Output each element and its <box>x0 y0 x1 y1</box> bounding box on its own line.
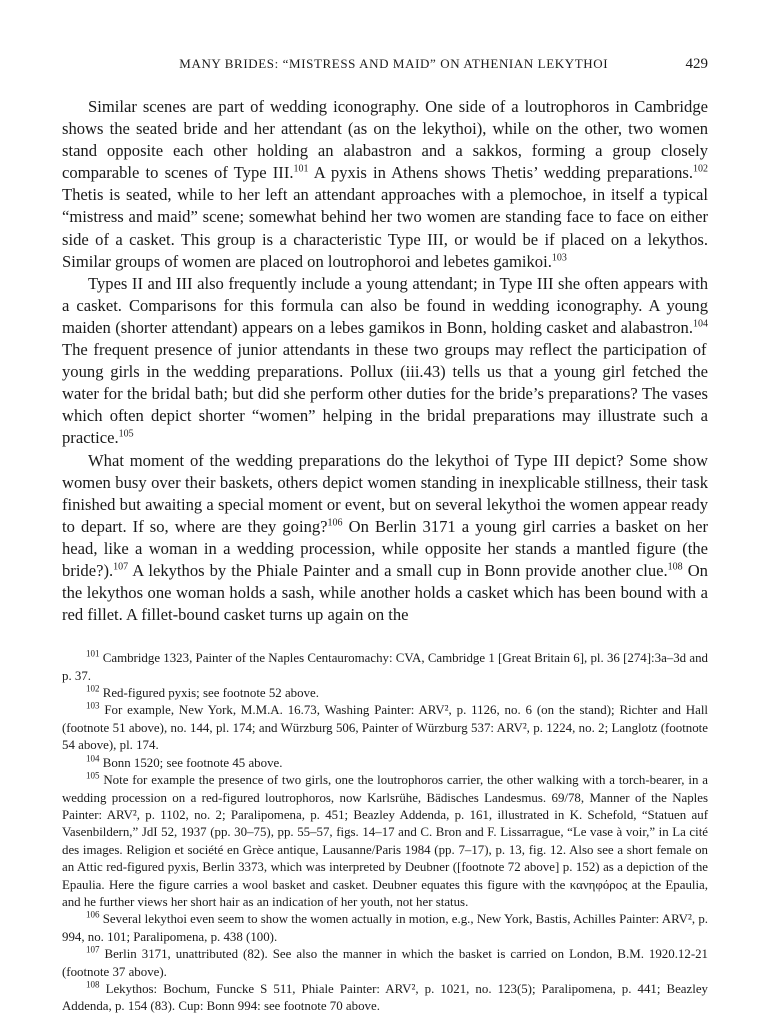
main-text <box>62 96 708 626</box>
footnote-number: 107 <box>86 944 100 955</box>
footnote-number: 108 <box>86 979 100 990</box>
footnote-text: Note for example the presence of two girls, one the loutrophoros carrier, the other walking with a torch-bearer, in a wedding procession on a red-figured loutrophoros, now Karlsrühe, Bädisches Landesmus. 69/78, Manner of the Naples Painter: ARV², p. 1102, no. 2; Paralipomena, p. 451; Beazley Addenda, p. 161, illustrated in K. Schefold, “Statuen auf Vasenbildern,” JdI 52, 1937 (pp. 30–75), pp. 55–57, figs. 14–17 and C. Bron and F. Lissarrague, “Le vase à voir,” in La cité des images. Religion et société en Grèce antique, Lausanne/Paris 1984 (pp. 7–17), p. 13, fig. 12. Also see a short female on an Attic red-figured pyxis, Berlin 3373, which was interpreted by Deubner ([footnote 72 above] p. 152) as a depiction of the Epaulia. Here the figure carries a wool basket and casket. Deubner equates this figure with the κανηφόρος at the Epaulia, and he further views her short hair as an indication of her youth, not her status. <box>62 773 708 909</box>
footnote-text: For example, New York, M.M.A. 16.73, Washing Painter: ARV², p. 1126, no. 6 (on the stand); Richter and Hall (footnote 51 above), no. 144, pl. 174; and Würzburg 506, Painter of Würzburg 537: ARV², p. 1224, no. 2; Langlotz (footnote 54 above), pl. 174. <box>62 703 708 753</box>
footnote-ref: 104 <box>693 318 708 330</box>
footnote-ref: 103 <box>551 252 567 264</box>
footnote-ref: 106 <box>327 517 343 529</box>
footnote <box>62 772 708 911</box>
text-run: On the lekythos one woman holds a sash, while another holds a casket which has been bound with a red fillet. A fillet-bound casket turns up again on the <box>62 560 708 625</box>
footnote-ref: 101 <box>293 163 309 175</box>
footnote-ref: 105 <box>118 428 134 440</box>
page-number: 429 <box>685 56 708 72</box>
footnotes <box>62 650 708 1016</box>
footnote-number: 104 <box>86 753 100 764</box>
text-run: A pyxis in Athens shows Thetis’ wedding preparations. <box>308 163 693 183</box>
text-run: What moment of the wedding preparations do the lekythoi of Type III depict? Some show women busy over their baskets, others depict women standing in inexplicable stillness, their task finished but awaiting a special moment or event, but on several lekythoi the women appear ready to depart. If so, where are they going? <box>62 450 708 536</box>
footnote <box>62 702 708 754</box>
text-run: A lekythos by the Phiale Painter and a small cup in Bonn provide another clue. <box>128 560 668 580</box>
footnote-ref: 102 <box>693 163 708 175</box>
footnote-ref: 108 <box>667 561 683 573</box>
paragraph <box>62 273 708 450</box>
running-header <box>62 56 708 76</box>
footnote <box>62 911 708 946</box>
footnote <box>62 650 708 685</box>
running-title: MANY BRIDES: “MISTRESS AND MAID” ON ATHENIAN LEKYTHOI <box>179 56 609 71</box>
footnote-number: 106 <box>86 910 100 921</box>
page <box>62 56 708 1016</box>
footnote <box>62 685 708 702</box>
text-run: The frequent presence of junior attendants in these two groups may reflect the participation of young girls in the wedding preparations. Pollux (iii.43) tells us that a young girl fetched the water for the bridal bath; but did she perform other duties for the bride’s preparations? The vases which often depict shorter “women” helping in the bridal preparations may illustrate such a practice. <box>62 340 708 448</box>
paragraph <box>62 96 708 273</box>
footnote-number: 102 <box>86 683 100 694</box>
footnote <box>62 755 708 772</box>
footnote <box>62 946 708 981</box>
text-run: Thetis is seated, while to her left an attendant approaches with a plemochoe, in itself a typical “mistress and maid” scene; somewhat behind her two women are standing face to face on either side of a casket. This group is a characteristic Type III, or would be if placed on a lekythos. Similar groups of women are placed on loutrophoroi and lebetes gamikoi. <box>62 185 708 271</box>
footnote-text: Red-figured pyxis; see footnote 52 above. <box>102 686 319 701</box>
text-run: Similar scenes are part of wedding iconography. One side of a loutrophoros in Cambridge shows the seated bride and her attendant (as on the lekythoi), while on the other, two women stand opposite each other holding an alabastron and a sakkos, forming a group closely comparable to scenes of Type III. <box>62 97 708 183</box>
text-run: On Berlin 3171 a young girl carries a basket on her head, like a woman in a wedding procession, while opposite her stands a mantled figure (the bride?). <box>62 516 708 580</box>
footnote-text: Berlin 3171, unattributed (82). See also the manner in which the basket is carried on London, B.M. 1920.12-21 (footnote 37 above). <box>62 947 708 979</box>
footnote-number: 101 <box>86 648 100 659</box>
footnote-ref: 107 <box>113 561 129 573</box>
footnote-number: 105 <box>86 770 100 781</box>
footnote-number: 103 <box>86 701 100 712</box>
paragraph <box>62 450 708 627</box>
text-run: Types II and III also frequently include a young attendant; in Type III she often appears with a casket. Comparisons for this formula can also be found in wedding iconography. A young maiden (shorter attendant) appears on a lebes gamikos in Bonn, holding casket and alabastron. <box>62 273 708 337</box>
footnote-text: Several lekythoi even seem to show the women actually in motion, e.g., New York, Bastis, Achilles Painter: ARV², p. 994, no. 101; Paralipomena, p. 438 (100). <box>62 912 708 944</box>
footnote-text: Cambridge 1323, Painter of the Naples Centauromachy: CVA, Cambridge 1 [Great Britain 6], pl. 36 [274]:3a–3d and p. 37. <box>62 651 708 683</box>
footnote-text: Lekythos: Bochum, Funcke S 511, Phiale Painter: ARV², p. 1021, no. 123(5); Paralipomena, p. 441; Beazley Addenda, p. 154 (83). Cup: Bonn 994: see footnote 70 above. <box>62 981 709 1014</box>
footnote <box>62 981 708 1016</box>
footnote-text: Bonn 1520; see footnote 45 above. <box>102 755 283 770</box>
